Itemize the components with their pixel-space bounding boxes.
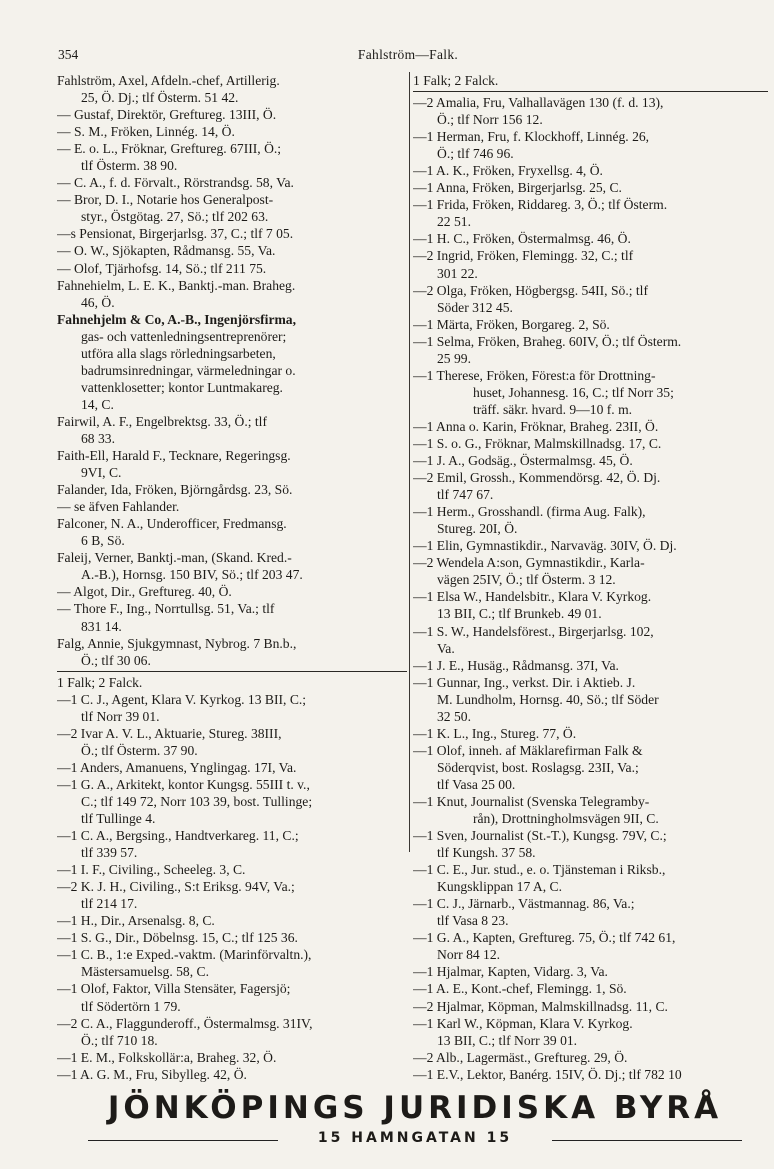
entry-line: —1 Olof, inneh. af Mäklarefirman Falk & — [413, 742, 643, 758]
entry-line: träff. säkr. hvard. 9—10 f. m. — [473, 401, 633, 417]
advertiser-address-row — [70, 1130, 760, 1150]
entry-line: — C. A., f. d. Förvalt., Rörstrandsg. 58, Va. — [57, 175, 294, 191]
entry-line: tlf Norr 39 01. — [81, 708, 160, 724]
entry-line: —1 E.V., Lektor, Banérg. 15IV, Ö. Dj.; tlf 782 10 — [413, 1066, 682, 1082]
left-column — [57, 72, 407, 1083]
entry-line: Falg, Annie, Sjukgymnast, Nybrog. 7 Bn.b., — [57, 635, 297, 651]
entry-line: —s Pensionat, Birgerjarlsg. 37, C.; tlf 7 05. — [57, 226, 294, 242]
entry-line: —2 Ingrid, Fröken, Flemingg. 32, C.; tlf — [413, 248, 634, 264]
entry-line: huset, Johannesg. 16, C.; tlf Norr 35; — [473, 384, 674, 400]
entry-line: —1 H. C., Fröken, Östermalmsg. 46, Ö. — [413, 231, 631, 247]
entry-line: —1 Hjalmar, Kapten, Vidarg. 3, Va. — [413, 964, 608, 980]
entry-line: —1 C. J., Järnarb., Västmannag. 86, Va.; — [413, 896, 635, 912]
entry-line: Söderqvist, bost. Roslagsg. 23II, Va.; — [437, 759, 639, 775]
entry-line: Fahlström, Axel, Afdeln.-chef, Artillerig. — [57, 73, 280, 88]
entry-line: tlf 214 17. — [81, 896, 138, 912]
entry-line: vattenklosetter; kontor Luntmakareg. — [81, 379, 283, 395]
entry-line: 14, C. — [81, 396, 114, 412]
advertiser-address: 15 HAMNGATAN 15 — [317, 1130, 513, 1146]
entry-line: utföra alla slags rörledningsarbeten, — [81, 345, 276, 361]
entry-line: —1 Frida, Fröken, Riddareg. 3, Ö.; tlf Österm. — [413, 197, 668, 213]
entry-line: — Gustaf, Direktör, Greftureg. 13III, Ö. — [57, 107, 277, 123]
entry-line: —1 Herm., Grosshandl. (firma Aug. Falk), — [413, 504, 646, 520]
entry-line: badrumsinredningar, värmeledningar o. — [81, 362, 296, 378]
entry-line: — Algot, Dir., Greftureg. 40, Ö. — [57, 584, 232, 600]
entry-line: —1 Karl W., Köpman, Klara V. Kyrkog. — [413, 1015, 633, 1031]
entry-line: tlf Kungsh. 37 58. — [437, 845, 536, 861]
entry-line: tlf Södertörn 1 79. — [81, 998, 181, 1014]
entry-line: —1 E. M., Folkskollär:a, Braheg. 32, Ö. — [57, 1049, 277, 1065]
entry-line: Söder 312 45. — [437, 299, 513, 315]
entry-line: —2 C. A., Flaggunderoff., Östermalmsg. 31IV, — [57, 1015, 313, 1031]
entry-line: 25, Ö. Dj.; tlf Österm. 51 42. — [81, 90, 239, 106]
entry-line: 6 B, Sö. — [81, 533, 125, 549]
entry-line: Ö.; tlf 30 06. — [81, 652, 151, 668]
entry-line: Va. — [437, 640, 455, 656]
entry-line: 25 99. — [437, 350, 471, 366]
entry-line: Ö.; tlf Norr 156 12. — [437, 112, 543, 128]
entry-line: —1 H., Dir., Arsenalsg. 8, C. — [57, 913, 215, 929]
entry-line: —2 Amalia, Fru, Valhallavägen 130 (f. d. 13), — [413, 95, 664, 111]
entry-line: —2 Hjalmar, Köpman, Malmskillnadsg. 11, C. — [413, 998, 668, 1014]
running-title: Fahlström—Falk. — [357, 47, 459, 62]
entry-line: Faleij, Verner, Banktj.-man, (Skand. Kred.- — [57, 550, 292, 566]
address-rule-right — [552, 1140, 742, 1141]
entry-line: Kungsklippan 17 A, C. — [437, 879, 562, 895]
entry-line: tlf Österm. 38 90. — [81, 158, 178, 174]
entry-line: —1 S. o. G., Fröknar, Malmskillnadsg. 17, C. — [413, 435, 662, 451]
entry-line: Falander, Ida, Fröken, Björngårdsg. 23, Sö. — [57, 482, 293, 498]
entry-line: — Thore F., Ing., Norrtullsg. 51, Va.; tlf — [57, 601, 275, 617]
column-divider — [409, 72, 410, 852]
entry-line: M. Lundholm, Hornsg. 40, Sö.; tlf Söder — [437, 691, 659, 707]
entry-line: 13 BII, C.; tlf Brunkeb. 49 01. — [437, 606, 602, 622]
entry-line: 9VI, C. — [81, 465, 122, 481]
entry-line: tlf Vasa 8 23. — [437, 913, 509, 929]
entry-line: — S. M., Fröken, Linnég. 14, Ö. — [57, 124, 235, 140]
section-rule — [413, 91, 768, 92]
entry-line: —1 J. E., Husäg., Rådmansg. 37I, Va. — [413, 657, 619, 673]
entry-line: — O. W., Sjökapten, Rådmansg. 55, Va. — [57, 243, 276, 259]
entry-line: —1 A. K., Fröken, Fryxellsg. 4, Ö. — [413, 163, 603, 179]
entry-line: —1 C. E., Jur. stud., e. o. Tjänsteman i Riksb., — [413, 862, 666, 878]
entry-line: tlf 339 57. — [81, 845, 138, 861]
entry-line: 13 BII, C.; tlf Norr 39 01. — [437, 1032, 578, 1048]
entry-line: Faith-Ell, Harald F., Tecknare, Regeringsg. — [57, 448, 291, 464]
entry-line: —1 Sven, Journalist (St.-T.), Kungsg. 79V, C.; — [413, 828, 667, 844]
entry-line: —1 K. L., Ing., Stureg. 77, Ö. — [413, 725, 577, 741]
entry-line: —1 Anders, Amanuens, Ynglingag. 17I, Va. — [57, 759, 297, 775]
right-column — [413, 72, 768, 1083]
entry-line: —1 A. E., Kont.-chef, Flemingg. 1, Sö. — [413, 981, 627, 997]
entry-line: —1 Knut, Journalist (Svenska Telegramby- — [413, 793, 650, 809]
entry-line: 1 Falk; 2 Falck. — [57, 674, 143, 690]
entry-line: — Olof, Tjärhofsg. 14, Sö.; tlf 211 75. — [57, 260, 267, 276]
entry-line: 32 50. — [437, 708, 471, 724]
entry-line: Ö.; tlf 710 18. — [81, 1032, 158, 1048]
page-number: 354 — [58, 47, 79, 62]
entry-line: —1 J. A., Godsäg., Östermalmsg. 45, Ö. — [413, 453, 633, 469]
entry-line: —2 Wendela A:son, Gymnastikdir., Karla- — [413, 555, 645, 571]
entry-line: —1 Therese, Fröken, Förest:a för Drottning- — [413, 367, 656, 383]
entry-line: —1 S. W., Handelsförest., Birgerjarlsg. 102, — [413, 623, 654, 639]
entry-line: Norr 84 12. — [437, 947, 501, 963]
entry-line: —1 Gunnar, Ing., verkst. Dir. i Aktieb. J. — [413, 674, 636, 690]
entry-line: —1 Olof, Faktor, Villa Stensäter, Fagersjö; — [57, 981, 291, 997]
entry-line: tlf Tullinge 4. — [81, 811, 156, 827]
entry-line: —1 Herman, Fru, f. Klockhoff, Linnég. 26, — [413, 129, 650, 145]
entry-line: —1 I. F., Civiling., Scheeleg. 3, C. — [57, 862, 246, 878]
entry-line: 68 33. — [81, 430, 115, 446]
entry-line: rån), Drottningholmsvägen 9II, C. — [473, 811, 659, 827]
entry-line: —2 Alb., Lagermäst., Greftureg. 29, Ö. — [413, 1049, 628, 1065]
entry-line: Fahnehielm, L. E. K., Banktj.-man. Braheg. — [57, 277, 296, 293]
entry-line: 22 51. — [437, 214, 471, 230]
entry-line: —2 Olga, Fröken, Högbergsg. 54II, Sö.; tlf — [413, 282, 648, 298]
entry-line: —2 Emil, Grossh., Kommendörsg. 42, Ö. Dj. — [413, 470, 661, 486]
entry-line: —1 C. A., Bergsing., Handtverkareg. 11, C.; — [57, 828, 299, 844]
entry-line: —1 C. B., 1:e Exped.-vaktm. (Marinförvaltn.), — [57, 947, 312, 963]
entry-line: 46, Ö. — [81, 294, 115, 310]
entry-line: — Bror, D. I., Notarie hos Generalpost- — [57, 192, 274, 208]
entry-line: Fahnehjelm & Co, A.-B., Ingenjörsfirma, — [57, 311, 297, 327]
entry-line: A.-B.), Hornsg. 150 BIV, Sö.; tlf 203 47. — [81, 567, 303, 583]
entry-line: Stureg. 20I, Ö. — [437, 521, 518, 537]
entry-line: —1 A. G. M., Fru, Sibylleg. 42, Ö. — [57, 1066, 247, 1082]
entry-line: Ö.; tlf 746 96. — [437, 146, 514, 162]
entry-line: Ö.; tlf Österm. 37 90. — [81, 742, 198, 758]
entry-line: —1 Anna o. Karin, Fröknar, Braheg. 23II, Ö. — [413, 418, 659, 434]
entry-line: — se äfven Fahlander. — [57, 499, 180, 515]
entry-line: gas- och vattenledningsentreprenörer; — [81, 328, 287, 344]
entry-line: —2 Ivar A. V. L., Aktuarie, Stureg. 38III, — [57, 725, 282, 741]
entry-line: styr., Östgötag. 27, Sö.; tlf 202 63. — [81, 209, 269, 225]
entry-line: tlf Vasa 25 00. — [437, 776, 516, 792]
page-header — [58, 47, 758, 65]
entry-line: 831 14. — [81, 618, 122, 634]
advertiser-name: JÖNKÖPINGS JURIDISKA BYRÅ — [107, 1090, 723, 1126]
entry-line: —1 S. G., Dir., Döbelnsg. 15, C.; tlf 125 36. — [57, 930, 298, 946]
entry-line: 301 22. — [437, 265, 478, 281]
entry-line: 1 Falk; 2 Falck. — [413, 73, 499, 88]
entry-line: Falconer, N. A., Underofficer, Fredmansg. — [57, 516, 287, 532]
entry-line: —1 C. J., Agent, Klara V. Kyrkog. 13 BII, C.; — [57, 691, 307, 707]
entry-line: Mästersamuelsg. 58, C. — [81, 964, 209, 980]
entry-line: —1 G. A., Kapten, Greftureg. 75, Ö.; tlf 742 61, — [413, 930, 676, 946]
entry-line: —1 Elsa W., Handelsbitr., Klara V. Kyrkog. — [413, 589, 652, 605]
entry-line: C.; tlf 149 72, Norr 103 39, bost. Tullinge; — [81, 793, 313, 809]
entry-line: Fairwil, A. F., Engelbrektsg. 33, Ö.; tlf — [57, 413, 267, 429]
entry-line: tlf 747 67. — [437, 487, 494, 503]
section-rule — [57, 671, 407, 672]
entry-line: — E. o. L., Fröknar, Greftureg. 67III, Ö.; — [57, 141, 282, 157]
entry-line: —1 Anna, Fröken, Birgerjarlsg. 25, C. — [413, 180, 622, 196]
entry-line: —1 Elin, Gymnastikdir., Narvaväg. 30IV, Ö. Dj. — [413, 538, 677, 554]
entry-line: —1 Selma, Fröken, Braheg. 60IV, Ö.; tlf Österm. — [413, 333, 682, 349]
entry-line: —1 G. A., Arkitekt, kontor Kungsg. 55III t. v., — [57, 776, 310, 792]
entry-line: —1 Märta, Fröken, Borgareg. 2, Sö. — [413, 316, 610, 332]
entry-line: —2 K. J. H., Civiling., S:t Eriksg. 94V, Va.; — [57, 879, 295, 895]
entry-line: vägen 25IV, Ö.; tlf Österm. 3 12. — [437, 572, 616, 588]
